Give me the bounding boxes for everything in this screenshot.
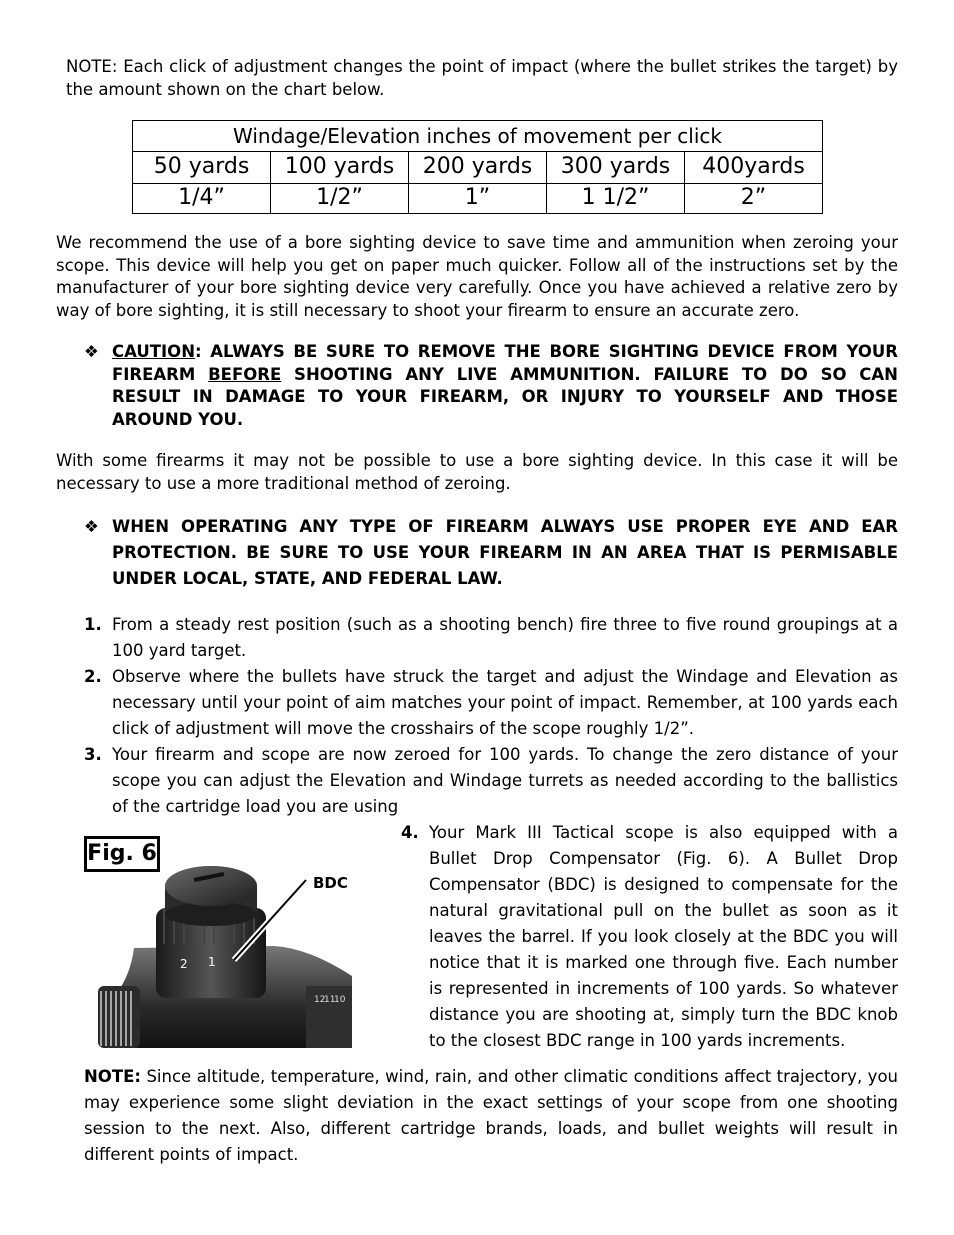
- dial-number: 2: [180, 957, 188, 971]
- list-item: [84, 664, 898, 742]
- step-number: 3.: [84, 745, 102, 764]
- step-text: Your Mark III Tactical scope is also equipped with a Bullet Drop Compensator (Fig. 6). A Bullet Drop Compensator (BDC) is designed to compensate for the natural gravitational pull on the bullet as soon as it leaves the barrel. If you look closely at the BDC you will notice that it is marked one through five. Each number is represented in increments of 100 yards. So whatever distance you are shooting at, simply turn the BDC knob to the closest BDC range in 100 yards increments.: [429, 823, 898, 1050]
- step-number: 4.: [401, 823, 419, 842]
- table-value-cell: 2”: [685, 184, 823, 214]
- scale-number: 11: [324, 995, 336, 1005]
- caution-text: : ALWAYS BE SURE TO REMOVE THE BORE SIGHTING DEVICE FROM YOUR FIREARM: [112, 342, 898, 384]
- dial-number: 1: [208, 955, 216, 969]
- safety-warning-bullet: [84, 514, 898, 592]
- note-label: NOTE:: [84, 1067, 141, 1086]
- table-row: [133, 184, 823, 214]
- note-text: Since altitude, temperature, wind, rain, and other climatic conditions affect trajectory, you may experience some slight deviation in the exact settings of your scope from one shooting session to the next. Also, different cartridge brands, loads, and bullet weights will result in different points of impact.: [84, 1067, 898, 1164]
- scope-bdc-figure: [84, 836, 374, 1050]
- caution-label: CAUTION: [112, 342, 195, 361]
- step-number: 2.: [84, 667, 102, 686]
- table-header-cell: 50 yards: [133, 152, 271, 184]
- step-number: 1.: [84, 615, 102, 634]
- step-text: Observe where the bullets have struck the target and adjust the Windage and Elevation as necessary until your point of aim matches your point of impact. Remember, at 100 yards each click of adjustment will move the crosshairs of the scope roughly 1/2”.: [112, 667, 898, 738]
- table-value-cell: 1/4”: [133, 184, 271, 214]
- bore-sighting-paragraph: We recommend the use of a bore sighting device to save time and ammunition when zeroing your scope. This device will help you get on paper much quicker. Follow all of the instructions set by the manufacturer of your bore sighting device very carefully. Once you have achieved a relative zero by way of bore sighting, it is still necessary to shoot your firearm to ensure an accurate zero.: [56, 233, 898, 320]
- figure-label: Fig. 6: [84, 836, 160, 872]
- closing-note: [84, 1064, 898, 1168]
- bdc-callout-label: BDC: [313, 874, 348, 892]
- table-value-cell: 1”: [409, 184, 547, 214]
- table-header-cell: 300 yards: [547, 152, 685, 184]
- diamond-bullet-icon: ❖: [84, 517, 99, 536]
- click-adjustment-table: [132, 120, 823, 214]
- caution-bullet: [84, 341, 898, 431]
- scale-number: 10: [334, 995, 346, 1005]
- caution-text-end: SHOOTING ANY LIVE AMMUNITION. FAILURE TO DO SO CAN RESULT IN DAMAGE TO YOUR FIREARM, OR INJURY TO YOURSELF AND THOSE AROUND YOU.: [112, 364, 898, 429]
- caution-emphasis: BEFORE: [208, 364, 282, 384]
- table-title: Windage/Elevation inches of movement per click: [133, 121, 823, 152]
- list-item: [401, 820, 898, 1054]
- table-header-cell: 200 yards: [409, 152, 547, 184]
- table-value-cell: 1/2”: [271, 184, 409, 214]
- list-item: [84, 612, 898, 664]
- table-row: [133, 152, 823, 184]
- table-header-cell: 100 yards: [271, 152, 409, 184]
- warning-text: WHEN OPERATING ANY TYPE OF FIREARM ALWAYS USE PROPER EYE AND EAR PROTECTION. BE SURE TO USE YOUR FIREARM IN AN AREA THAT IS PERMISABLE UNDER LOCAL, STATE, AND FEDERAL LAW.: [112, 517, 898, 588]
- step-text: Your firearm and scope are now zeroed for 100 yards. To change the zero distance of your scope you can adjust the Elevation and Windage turrets as needed according to the ballistics of the cartridge load you are using: [112, 745, 898, 816]
- scale-number: 12: [314, 995, 326, 1005]
- table-header-cell: 400yards: [685, 152, 823, 184]
- intro-note: NOTE: Each click of adjustment changes the point of impact (where the bullet strikes the target) by the amount shown on the chart below.: [66, 57, 898, 99]
- diamond-bullet-icon: ❖: [84, 342, 99, 361]
- list-item: [84, 742, 898, 820]
- step-text: From a steady rest position (such as a shooting bench) fire three to five round groupings at a 100 yard target.: [112, 615, 898, 660]
- table-value-cell: 1 1/2”: [547, 184, 685, 214]
- traditional-method-paragraph: With some firearms it may not be possible to use a bore sighting device. In this case it will be necessary to use a more traditional method of zeroing.: [56, 451, 898, 493]
